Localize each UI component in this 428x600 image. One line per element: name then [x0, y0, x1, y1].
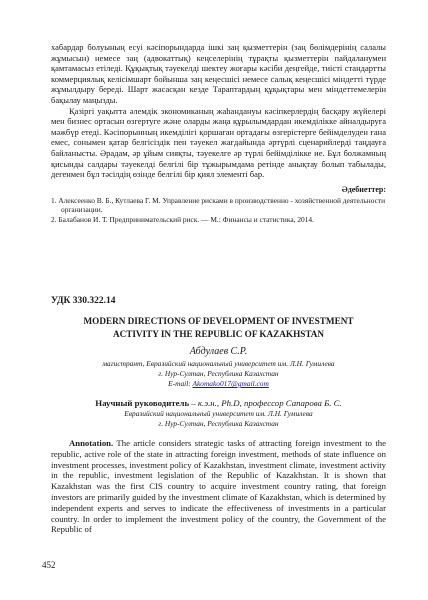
- article-title-line-2: ACTIVITY IN THE REPUBLIC OF KAZAKHSTAN: [112, 328, 325, 339]
- author-name: Абдулаев С.Р.: [189, 346, 248, 357]
- advisor-affiliation: Евразийский национальный университет им. Л.Н. Гумилева: [124, 409, 313, 418]
- article-title: [51, 315, 386, 340]
- advisor-block: [51, 398, 386, 429]
- abstract-text: The article considers strategic tasks of attracting foreign investment to the republic, active role of the state in attracting foreign investment, methods of state influence on investment processes, investment policy of Kazakhstan, investment climate, investment activity in the republic, investment legislation of the Republic of Kazakhstan. It is shown that Kazakhstan was the first CIS country to acquire investment country rating, that foreign investors are primarily guided by the investment climate of Kazakhstan, which is determined by independent experts and serves to indicate the effectiveness of investments in a particular country. In order to implement the investment policy of the country, the Government of the Republic of: [51, 438, 386, 535]
- reference-item-1: 1. Алексеенко В. Б., Кутлаева Г. М. Управление рисками в производственно - хозяйственной деятельности организации.: [51, 195, 386, 214]
- author-email-link[interactable]: Akomako017@gmail.com: [192, 379, 269, 388]
- author-block: [51, 346, 386, 389]
- advisor-line: [51, 398, 386, 408]
- article-title-line-1: MODERN DIRECTIONS OF DEVELOPMENT OF INVESTMENT: [83, 316, 354, 326]
- udk-code: УДК 330.322.14: [51, 296, 116, 306]
- advisor-credentials: – к.э.н., Ph.D, профессор Сапарова Б. С.: [189, 398, 342, 408]
- email-label: E-mail:: [168, 379, 191, 388]
- references-title: Әдебиеттер:: [341, 184, 386, 194]
- intro-paragraph-1: хабардар болуының есуі кәсіпорындарда ішкі заң қызметтерін (заң бөлімдерінің салалы жұмысын) немесе заң (адвокаттық) кеңселерінің тұрақты қызметтерін пайдаланумен қамтамасыз етіледі. Құқықтық тәуекелді шектеу жоғары кәсіби деңгейде, тиісті стандартты коммерциялық келісімшарт бойынша заң кеңесшісі немесе салық кеңесшісі міндетті түрде жұмылдыру береді. Шарт жасасқан кезде Тараптардың құқықтары мен міндеттемелерін бақылау маңызды.: [51, 42, 386, 105]
- page-number: 452: [42, 560, 56, 570]
- abstract-label: Annotation.: [69, 438, 114, 448]
- intro-section: [51, 42, 386, 225]
- advisor-label: Научный руководитель: [95, 398, 190, 408]
- reference-item-2: 2. Балабанов И. Т. Предпринимательский риск. — М.: Финансы и статистика, 2014.: [51, 215, 314, 225]
- advisor-city: г. Нур-Султан, Республика Казахстан: [158, 419, 279, 428]
- author-city: г. Нур-Султан, Республика Казахстан: [158, 369, 279, 378]
- author-email-line: [51, 379, 386, 389]
- intro-paragraph-2: Қазіргі уақытта әлемдік экономиканың жаһандануы кәсіпкерлердің басқару жүйелері мен бизнес ортасын өзгертуге және оларды жаңа құрылымдардан икемділікке айналдыруға мәжбүр етеді. Кәсіпорынның икемділігі қоршаған ортадағы өзгерістерге бейімделуден ғана емес, сонымен қатар белгісіздік пен тәуекел жағдайында әртүрлі сценарийлерді таңдауға байланысты. Әрадам, әр ұйым сияқты, тәуекелге әр түрлі бейімділікке ие. Бұл болжамның қисынды салдары тәуекелді белгілі бір тұжырымдама ретінде анықтау болып табылады, дегенмен бұл тәсілдің өзінде белгілі бір қиял элементі бар.: [51, 105, 386, 180]
- abstract-paragraph: [51, 438, 386, 535]
- abstract-section: [51, 438, 386, 535]
- author-affiliation: магистрант, Евразийский национальный университет им. Л.Н. Гумилева: [102, 359, 335, 368]
